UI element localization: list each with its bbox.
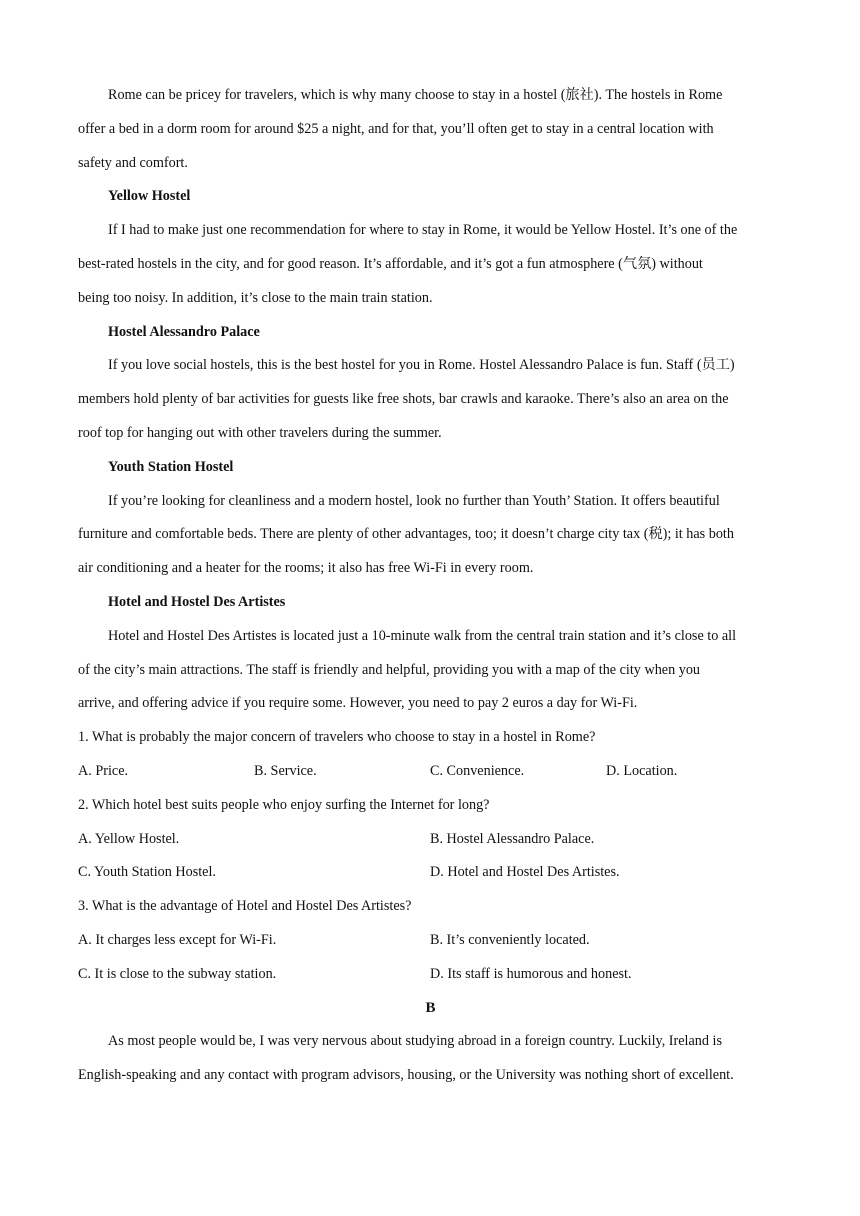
question-options xyxy=(78,924,783,958)
section-line: arrive, and offering advice if you require some. However, you need to pay 2 euros a day for Wi-Fi. xyxy=(78,695,638,712)
option-d: D. Hotel and Hostel Des Artistes. xyxy=(430,864,620,881)
section-line: roof top for hanging out with other travelers during the summer. xyxy=(78,424,442,441)
question-stem: 3. What is the advantage of Hotel and Hostel Des Artistes? xyxy=(78,898,412,915)
option-c: C. It is close to the subway station. xyxy=(78,965,277,982)
question-stem: 2. Which hotel best suits people who enjoy surfing the Internet for long? xyxy=(78,796,490,813)
option-d: D. Its staff is humorous and honest. xyxy=(430,965,632,982)
document-page xyxy=(78,79,783,1093)
section-line: being too noisy. In addition, it’s close to the main train station. xyxy=(78,289,433,306)
question-options xyxy=(78,755,783,789)
option-a: A. It charges less except for Wi-Fi. xyxy=(78,931,277,948)
section-heading: Youth Station Hostel xyxy=(108,458,234,475)
section-line: of the city’s main attractions. The staff is friendly and helpful, providing you with a map of the city when you xyxy=(78,661,701,678)
question-options xyxy=(78,823,783,857)
option-d: D. Location. xyxy=(606,762,678,779)
section-line: best-rated hostels in the city, and for good reason. It’s affordable, and it’s got a fun atmosphere (气氛) without xyxy=(78,255,703,272)
passage-b-line: English-speaking and any contact with program advisors, housing, or the University was nothing short of excellent. xyxy=(78,1067,734,1084)
passage-b-line: As most people would be, I was very nervous about studying abroad in a foreign country. Luckily, Ireland is xyxy=(108,1033,722,1050)
section-line: If you love social hostels, this is the best hostel for you in Rome. Hostel Alessandro Palace is fun. Staff (员工) xyxy=(108,357,735,374)
option-b: B. Service. xyxy=(254,762,317,779)
section-line: If you’re looking for cleanliness and a modern hostel, look no further than Youth’ Station. It offers beautiful xyxy=(108,492,720,509)
question-stem: 1. What is probably the major concern of travelers who choose to stay in a hostel in Rome? xyxy=(78,729,596,746)
intro-line: Rome can be pricey for travelers, which is why many choose to stay in a hostel (旅社). The hostels in Rome xyxy=(108,87,723,103)
option-b: B. Hostel Alessandro Palace. xyxy=(430,830,595,847)
question-options xyxy=(78,958,783,992)
section-line: Hotel and Hostel Des Artistes is located just a 10-minute walk from the central train station and it’s close to all xyxy=(108,627,737,644)
option-b: B. It’s conveniently located. xyxy=(430,931,590,948)
intro-line: safety and comfort. xyxy=(78,154,188,171)
option-a: A. Price. xyxy=(78,762,129,779)
option-c: C. Convenience. xyxy=(430,762,525,779)
option-c: C. Youth Station Hostel. xyxy=(78,864,216,881)
section-line: furniture and comfortable beds. There are plenty of other advantages, too; it doesn’t charge city tax (税); it has both xyxy=(78,526,734,543)
intro-line: offer a bed in a dorm room for around $25 a night, and for that, you’ll often get to stay in a central location with xyxy=(78,120,714,137)
option-a: A. Yellow Hostel. xyxy=(78,830,180,847)
section-line: air conditioning and a heater for the rooms; it also has free Wi-Fi in every room. xyxy=(78,560,534,577)
question-options xyxy=(78,856,783,890)
section-line: members hold plenty of bar activities for guests like free shots, bar crawls and karaoke. There’s also an area on the xyxy=(78,391,729,408)
section-heading: Yellow Hostel xyxy=(108,188,191,205)
section-heading: Hotel and Hostel Des Artistes xyxy=(108,593,286,610)
section-line: If I had to make just one recommendation for where to stay in Rome, it would be Yellow Hostel. It’s one of the xyxy=(108,222,738,239)
section-heading: Hostel Alessandro Palace xyxy=(108,323,260,340)
passage-b-title: B xyxy=(425,999,436,1016)
